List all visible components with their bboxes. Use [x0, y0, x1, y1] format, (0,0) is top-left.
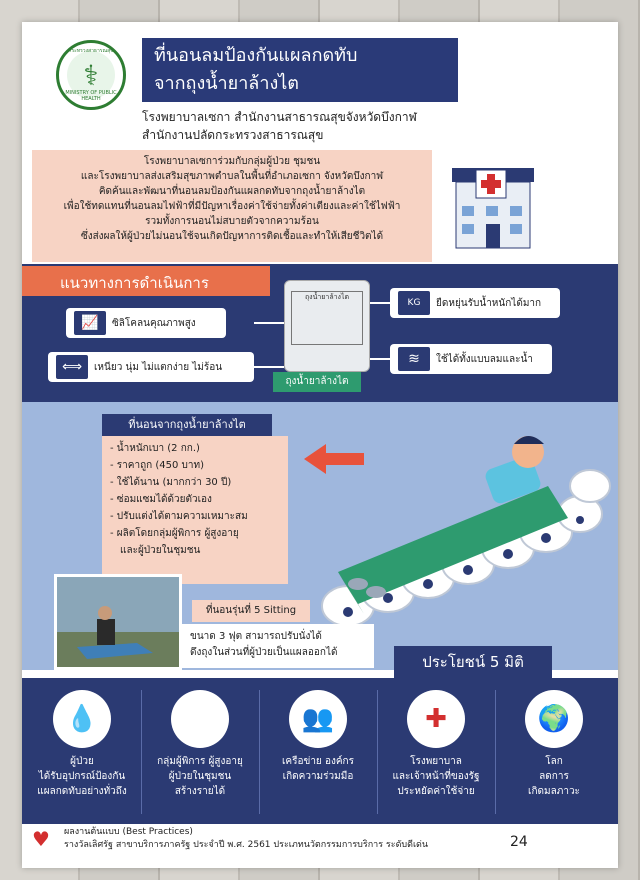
intro-line: เพื่อใช้ทดแทนที่นอนลมไฟฟ้าที่มีปัญหาเรื่องค่าใช้จ่ายทั้งค่าเตียงและค่าใช้ไฟฟ้า — [63, 201, 401, 212]
sitting-model-label: ที่นอนรุ่นที่ 5 Sitting — [192, 600, 310, 622]
benefit-line: เกิดมลภาวะ — [528, 786, 580, 797]
chip-airwater — [390, 344, 552, 374]
connector-line — [368, 302, 390, 304]
benefits-heading: ประโยชน์ 5 มิติ — [394, 646, 552, 678]
heart-hands-icon: ♥ — [32, 827, 50, 851]
benefit-line: ลดการ — [539, 771, 569, 782]
connector-line — [368, 358, 390, 360]
subtitle — [142, 108, 417, 144]
ministry-logo — [56, 40, 126, 110]
intro-line: รวมทั้งการนอนไม่สบายตัวจากความร้อน — [145, 216, 319, 227]
benefit-line: ประหยัดค่าใช้จ่าย — [397, 786, 475, 797]
footer-text — [64, 826, 428, 852]
list-item: - ผลิตโดยกลุ่มผู้พิการ ผู้สูงอายุ — [110, 528, 239, 539]
chip-label: เหนียว นุ่ม ไม่แตกง่าย ไม่ร้อน — [94, 361, 223, 373]
divider — [141, 690, 142, 814]
people-icon: 👥 — [289, 690, 347, 748]
benefit-line: แผลกดทับอย่างทั่วถึง — [37, 786, 127, 797]
benefit-item — [262, 690, 374, 784]
benefit-line: ผู้ป่วยในชุมชน — [168, 771, 232, 782]
page-number: 24 — [510, 834, 528, 850]
list-item: - ปรับแต่งได้ตามความเหมาะสม — [110, 511, 248, 522]
bag-tag: ถุงน้ำยาล้างไต — [273, 372, 361, 392]
title-line-2: จากถุงน้ำยาล้างไต — [154, 73, 299, 94]
footer-line-1: ผลงานต้นแบบ (Best Practices) — [64, 827, 193, 837]
iv-bag-icon: 💧 — [53, 690, 111, 748]
benefit-line: โรงพยาบาล — [410, 756, 462, 767]
benefit-item — [26, 690, 138, 799]
benefit-item — [498, 690, 610, 799]
list-item: - ราคาถูก (450 บาท) — [110, 460, 204, 471]
divider — [495, 690, 496, 814]
list-item: - ใช้ได้นาน (มากกว่า 30 ปี) — [110, 477, 232, 488]
subtitle-line-2: สำนักงานปลัดกระทรวงสาธารณสุข — [142, 128, 324, 142]
intro-line: คิดค้นและพัฒนาที่นอนลมป้องกันแผลกดทับจากถุงน้ำยาล้างไต — [98, 186, 366, 197]
footer-line-2: รางวัลเลิศรัฐ สาขาบริการภาครัฐ ประจำปี พ.ศ. 2561 ประเภทนวัตกรรมการบริการ ระดับดีเด่น — [64, 840, 429, 850]
logo-text-top: กระทรวงสาธารณสุข — [68, 48, 114, 54]
caduceus-icon: ⚕ — [67, 51, 115, 99]
list-item: - ซ่อมแซมได้ด้วยตัวเอง — [110, 494, 212, 505]
size-description — [182, 624, 374, 668]
hospital-building-icon — [446, 162, 540, 252]
intro-line: ซึ่งส่งผลให้ผู้ป่วยไม่นอนใช้จนเกิดปัญหาการติดเชื้อและทำให้เสียชีวิตได้ — [80, 231, 384, 242]
benefit-line: ได้รับอุปกรณ์ป้องกัน — [38, 771, 126, 782]
method-heading: แนวทางการดำเนินการ — [60, 274, 209, 292]
intro-text — [32, 150, 432, 262]
logo-text-bottom: MINISTRY OF PUBLIC HEALTH — [65, 90, 117, 102]
size-line-1: ขนาด 3 ฟุต สามารถปรับนั่งได้ — [190, 631, 322, 642]
chip-weight — [390, 288, 560, 318]
hospital-icon: ✚ — [407, 690, 465, 748]
page-title — [142, 38, 458, 102]
globe-icon: 🌍 — [525, 690, 583, 748]
benefit-item — [144, 690, 256, 799]
divider — [259, 690, 260, 814]
subtitle-line-1: โรงพยาบาลเซกา สำนักงานสาธารณสุขจังหวัดบึงกาฬ — [142, 110, 417, 124]
features-heading: ที่นอนจากถุงน้ำยาล้างไต — [102, 414, 272, 436]
benefit-item — [380, 690, 492, 799]
dialysis-bag-image — [284, 280, 370, 372]
sitting-mattress-photo — [54, 574, 182, 670]
title-line-1: ที่นอนลมป้องกันแผลกดทับ — [154, 45, 358, 66]
patient-mattress-illustration — [318, 422, 618, 632]
chart-up-icon: 📈 — [74, 311, 106, 335]
stretch-icon: ⟺ — [56, 355, 88, 379]
intro-line: และโรงพยาบาลส่งเสริมสุขภาพตำบลในพื้นที่อำเภอเซกา จังหวัดบึงกาฬ — [80, 171, 384, 182]
chip-label: ยืดหยุ่นรับน้ำหนักได้มาก — [436, 297, 542, 309]
connector-line — [254, 322, 284, 324]
benefit-line: กลุ่มผู้พิการ ผู้สูงอายุ — [157, 756, 243, 767]
chip-label: ซิลิโคลนคุณภาพสูง — [112, 317, 196, 329]
bag-label: ถุงน้ำยาล้างไต — [291, 291, 363, 345]
method-heading-band — [22, 266, 270, 296]
wheelchair-icon: ♿ — [171, 690, 229, 748]
benefit-line: สร้างรายได้ — [174, 786, 226, 797]
chip-silicone — [66, 308, 226, 338]
intro-line: โรงพยาบาลเซการ่วมกับกลุ่มผู้ป่วย ชุมชน — [143, 156, 321, 167]
size-line-2: ดึงถุงในส่วนที่ผู้ป่วยเป็นแผลออกได้ — [190, 647, 338, 658]
air-water-icon: ≋ — [398, 347, 430, 371]
benefit-line: โลก — [545, 756, 563, 767]
list-item: - น้ำหนักเบา (2 กก.) — [110, 443, 200, 454]
list-item: และผู้ป่วยในชุมชน — [120, 545, 201, 556]
divider — [377, 690, 378, 814]
connector-line — [254, 366, 284, 368]
benefit-line: เครือข่าย องค์กร — [282, 756, 354, 767]
benefit-line: และเจ้าหน้าที่ของรัฐ — [392, 771, 480, 782]
poster-page — [22, 22, 618, 868]
chip-label: ใช้ได้ทั้งแบบลมและน้ำ — [436, 353, 533, 365]
benefit-line: ผู้ป่วย — [70, 756, 94, 767]
benefit-line: เกิดความร่วมมือ — [282, 771, 354, 782]
features-list — [102, 436, 288, 584]
weight-kg-icon: KG — [398, 291, 430, 315]
chip-flexible — [48, 352, 254, 382]
